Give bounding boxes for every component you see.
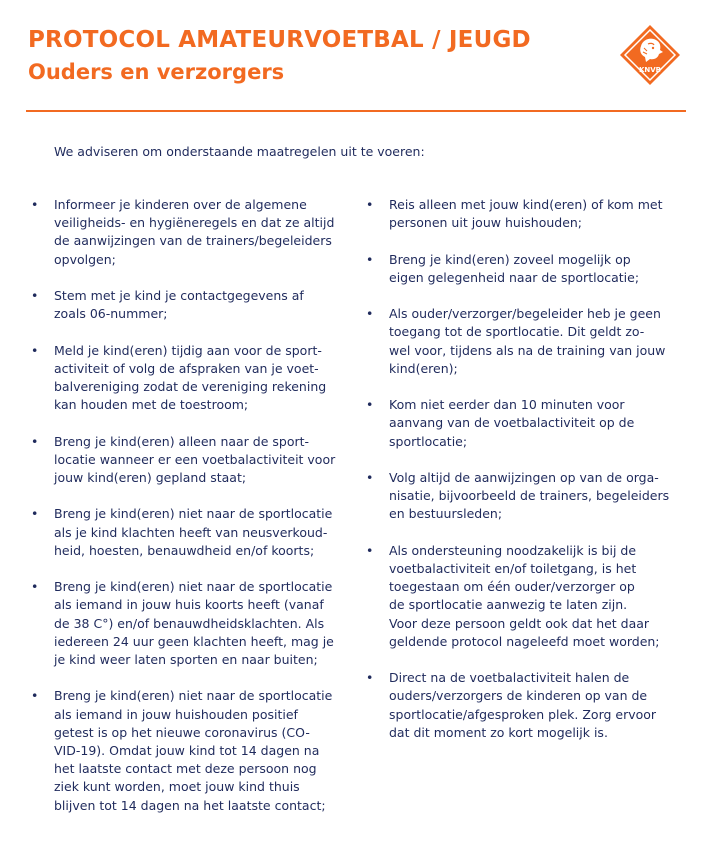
bullet-icon: •: [31, 688, 39, 704]
document-subtitle: Ouders en verzorgers: [28, 60, 285, 84]
list-item-line: toegang tot de sportlocatie. Dit geldt zo-: [389, 324, 645, 340]
list-item: [28, 287, 348, 323]
list-item-line: dat dit moment zo kort mogelijk is.: [389, 724, 608, 740]
list-item-line: heid, hoesten, benauwdheid en/of koorts;: [54, 542, 315, 558]
list-item-line: Reis alleen met jouw kind(eren) of kom met: [389, 197, 663, 212]
list-item-line: balvereniging zodat de vereniging rekening: [54, 379, 327, 394]
document-title: PROTOCOL AMATEURVOETBAL / JEUGD: [28, 27, 531, 53]
list-item-line: ziek kunt worden, moet jouw kind thuis: [54, 779, 300, 795]
bullet-icon: •: [366, 251, 374, 267]
list-item-line: je kind weer laten sporten en naar buiten;: [54, 652, 318, 667]
bullet-icon: •: [366, 197, 374, 212]
list-item-line: Breng je kind(eren) zoveel mogelijk op: [389, 251, 631, 267]
list-item-line: iedereen 24 uur geen klachten heeft, mag je: [54, 633, 334, 649]
bullet-icon: •: [31, 342, 39, 358]
list-item-line: Breng je kind(eren) niet naar de sportlocatie: [54, 688, 333, 704]
list-item-line: sportlocatie/afgesproken plek. Zorg ervoor: [389, 706, 657, 722]
list-item-line: als je kind klachten heeft van neusverkoud-: [54, 524, 328, 540]
list-item-line: Breng je kind(eren) niet naar de sportlocatie: [54, 579, 333, 595]
list-item: [363, 251, 683, 287]
bullet-icon: •: [31, 288, 39, 303]
list-item-line: de 38 C°) en/of benauwdheidsklachten. Als: [54, 615, 325, 631]
list-item-line: sportlocatie;: [389, 433, 468, 449]
list-item-line: getest is op het nieuwe coronavirus (CO-: [54, 724, 310, 740]
list-item-line: veiligheids- en hygiëneregels en dat ze altijd: [54, 215, 335, 231]
list-item-line: Stem met je kind je contactgegevens af: [54, 288, 304, 303]
list-item-line: als iemand in jouw huis koorts heeft (vanaf: [54, 597, 324, 613]
bullet-icon: •: [366, 670, 374, 686]
list-item-line: Als ouder/verzorger/begeleider heb je geen: [389, 306, 661, 322]
list-item-line: nisatie, bijvoorbeeld de trainers, begeleiders: [389, 488, 670, 504]
right-column-list: [363, 196, 683, 760]
list-item-line: activiteit of volg de afspraken van je voet-: [54, 360, 319, 376]
list-item: [363, 469, 683, 524]
bullet-icon: •: [366, 306, 374, 322]
bullet-icon: •: [31, 579, 39, 595]
list-item: [28, 505, 348, 560]
list-item: [28, 687, 348, 814]
list-item-line: voetbalactiviteit en/of toiletgang, is het: [389, 560, 637, 576]
list-item-line: de sportlocatie aanwezig te laten zijn.: [389, 597, 628, 613]
list-item-line: eigen gelegenheid naar de sportlocatie;: [389, 269, 640, 285]
header-divider: [26, 110, 686, 112]
list-item-line: geldende protocol nageleefd moet worden;: [389, 633, 660, 649]
list-item-line: opvolgen;: [54, 251, 116, 267]
list-item: [28, 578, 348, 669]
list-item-line: wel voor, tijdens als na de training van jouw: [389, 342, 666, 358]
list-item: [28, 196, 348, 269]
list-item: [363, 305, 683, 378]
list-item-line: kind(eren);: [389, 360, 458, 376]
list-item-line: Meld je kind(eren) tijdig aan voor de sport-: [54, 342, 322, 358]
logo-text: KNVB: [638, 66, 662, 74]
list-item: [28, 342, 348, 415]
list-item: [363, 396, 683, 451]
list-item-line: Voor deze persoon geldt ook dat het daar: [389, 615, 650, 631]
document-header: [28, 24, 608, 88]
list-item-line: en bestuursleden;: [389, 506, 503, 522]
list-item-line: blijven tot 14 dagen na het laatste contact;: [54, 797, 326, 813]
list-item-line: Als ondersteuning noodzakelijk is bij de: [389, 542, 637, 558]
list-item: [363, 542, 683, 651]
list-item-line: Kom niet eerder dan 10 minuten voor: [389, 397, 625, 413]
bullet-icon: •: [31, 197, 39, 212]
list-item-line: Volg altijd de aanwijzingen op van de orga-: [389, 469, 659, 485]
list-item-line: toegestaan om één ouder/verzorger op: [389, 579, 635, 595]
bullet-icon: •: [366, 397, 374, 413]
list-item-line: als iemand in jouw huishouden positief: [54, 706, 298, 722]
bullet-icon: •: [31, 433, 39, 449]
knvb-logo: [619, 24, 681, 86]
list-item-line: Direct na de voetbalactiviteit halen de: [389, 670, 630, 686]
list-item-line: het laatste contact met deze persoon nog: [54, 761, 317, 777]
list-item-line: ouders/verzorgers de kinderen op van de: [389, 688, 648, 704]
list-item-line: Informeer je kinderen over de algemene: [54, 197, 307, 212]
list-item: [28, 433, 348, 488]
list-item-line: VID-19). Omdat jouw kind tot 14 dagen na: [54, 743, 320, 758]
list-item-line: Breng je kind(eren) alleen naar de sport-: [54, 433, 310, 449]
intro-text: We adviseren om onderstaande maatregelen uit te voeren:: [54, 144, 425, 159]
list-item-line: kan houden met de toestroom;: [54, 397, 249, 413]
list-item: [363, 669, 683, 742]
bullet-icon: •: [366, 542, 374, 558]
left-column-list: [28, 196, 348, 833]
bullet-icon: •: [31, 506, 39, 522]
list-item: [363, 196, 683, 232]
list-item-line: zoals 06-nummer;: [54, 306, 168, 322]
list-item-line: aanvang van de voetbalactiviteit op de: [389, 415, 635, 431]
list-item-line: jouw kind(eren) gepland staat;: [54, 470, 247, 485]
list-item-line: locatie wanneer er een voetbalactiviteit voor: [54, 451, 336, 467]
list-item-line: Breng je kind(eren) niet naar de sportlocatie: [54, 506, 333, 522]
bullet-icon: •: [366, 469, 374, 485]
list-item-line: personen uit jouw huishouden;: [389, 215, 583, 231]
list-item-line: de aanwijzingen van de trainers/begeleiders: [54, 233, 332, 249]
